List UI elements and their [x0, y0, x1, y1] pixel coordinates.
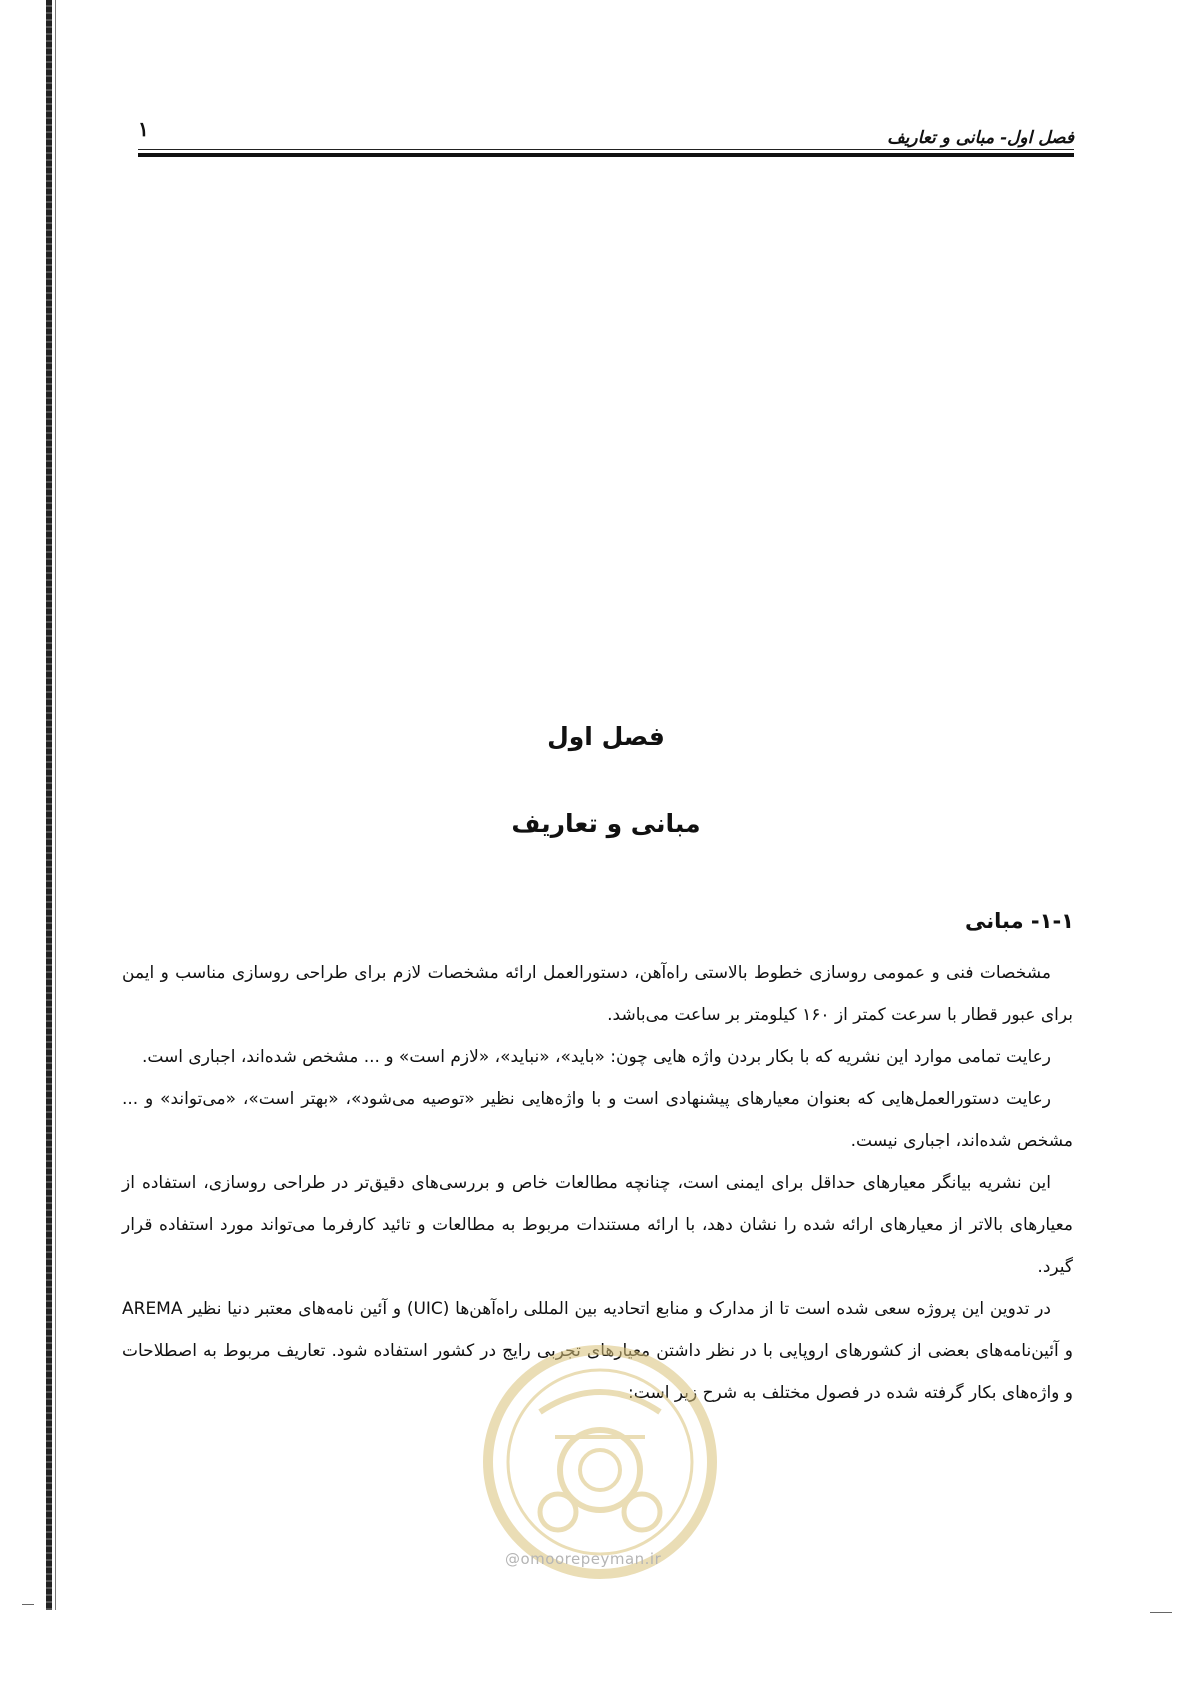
scan-binding-edge — [46, 0, 52, 1610]
watermark-url: @omoorepeyman.ir — [505, 1550, 662, 1568]
chapter-title: فصل اول — [547, 722, 665, 751]
paragraph: این نشریه بیانگر معیارهای حداقل برای ایمنی است، چنانچه مطالعات خاص و بررسی‌های دقیق‌تر در طراحی روسازی، استفاده از معیارهای بالاتر از معیارهای ارائه شده را نشان دهد، با ارائه مستندات مربوط به مطالعات و تائید کارفرما می‌تواند مورد استفاده قرار گیرد. — [122, 1173, 1073, 1277]
page-number: ۱ — [138, 117, 149, 141]
paragraph: مشخصات فنی و عمومی روسازی خطوط بالاستی راه‌آهن، دستورالعمل ارائه مشخصات لازم برای طراحی روسازی مناسب و ایمن برای عبور قطار با سرعت کمتر از ۱۶۰ کیلومتر بر ساعت می‌باشد. — [122, 963, 1073, 1025]
paragraph: رعایت تمامی موارد این نشریه که با بکار بردن واژه هایی چون: «باید»، «نباید»، «لازم است» و ... مشخص شده‌اند، اجباری است. — [141, 1047, 1051, 1067]
paragraph: در تدوین این پروژه سعی شده است تا از مدارک و منابع اتحادیه بین المللی راه‌آهن‌ها (UIC) و آئین نامه‌های معتبر دنیا نظیر AREMA و آئین‌نامه‌های بعضی از کشورهای اروپایی با در نظر داشتن معیارهای تجربی رایج در کشور استفاده شود. تعاریف مربوط به اصطلاحات و واژه‌های بکار گرفته شده در فصول مختلف به شرح زیر است: — [122, 1299, 1073, 1403]
scan-corner-mark — [1150, 1612, 1172, 1613]
watermark-seal-icon — [480, 1342, 720, 1582]
header-rule-thin — [138, 149, 1074, 150]
header-rule-thick — [138, 153, 1074, 157]
scan-corner-mark — [22, 1604, 34, 1605]
paragraph: رعایت دستورالعمل‌هایی که بعنوان معیارهای پیشنهادی است و با واژه‌هایی نظیر «توصیه می‌شود»، «بهتر است»، «می‌تواند» و ... مشخص شده‌اند، اجباری نیست. — [122, 1089, 1073, 1151]
page-header — [138, 112, 1074, 162]
running-header-title: فصل اول- مبانی و تعاریف — [887, 128, 1074, 148]
scan-binding-line — [55, 0, 56, 1610]
chapter-subtitle: مبانی و تعاریف — [511, 809, 701, 838]
section-heading: ۱-۱- مبانی — [965, 909, 1074, 933]
